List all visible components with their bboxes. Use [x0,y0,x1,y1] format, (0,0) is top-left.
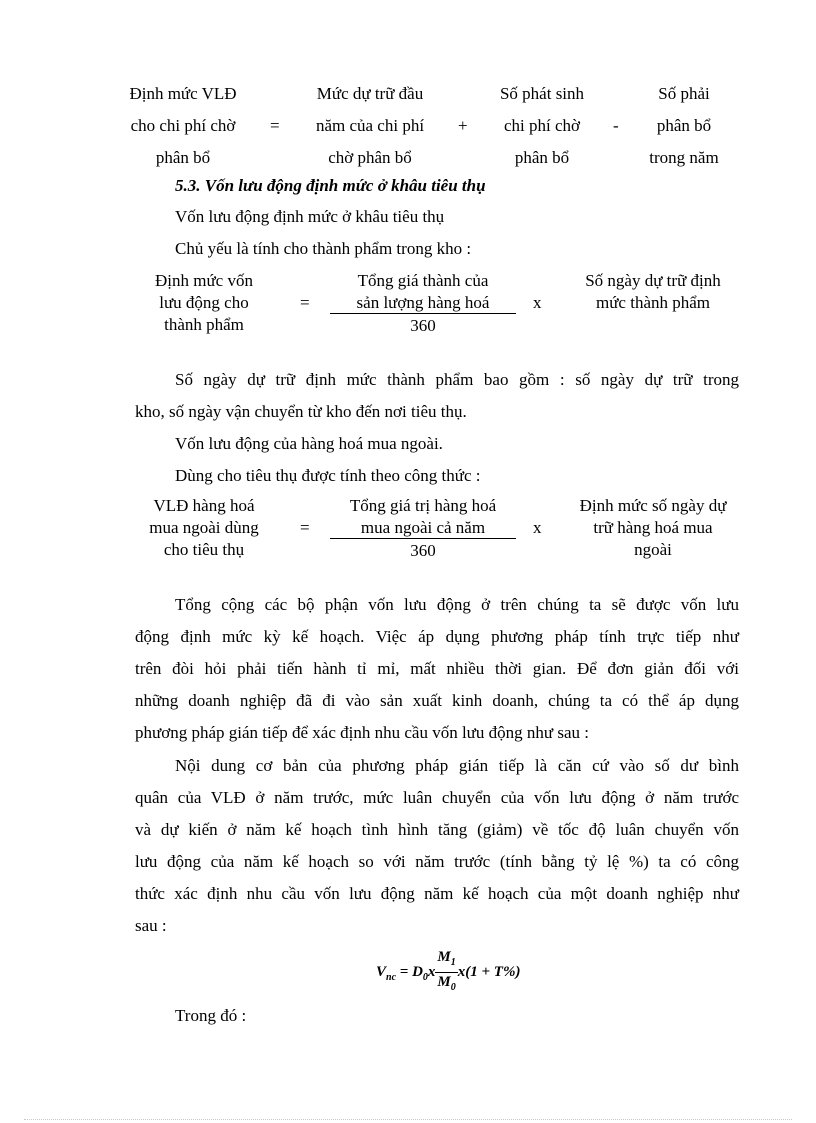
formula2-equals: = [300,293,310,312]
paragraph-line: Tổng cộng các bộ phận vốn lưu động ở trên chúng ta sẽ được vốn lưu [175,595,739,614]
formula1-minus: - [613,116,619,135]
formula4-eq-d: = D [396,963,423,980]
closing-text: Trong đó : [175,1006,247,1025]
formula1-col4-line: phân bổ [656,116,712,135]
formula2-num-line: sản lượng hàng hoá [356,293,490,312]
paragraph-line: những doanh nghiệp đã đi vào sản xuất kinh doanh, chúng ta có thể áp dụng [135,691,739,710]
formula3-left-line: cho tiêu thụ [163,540,245,559]
formula4-tail: x(1 + T%) [457,963,521,980]
formula3-times: x [533,518,542,537]
formula2-denominator: 360 [410,316,436,335]
formula2-left-line: lưu động cho [159,293,249,312]
formula1-col2-line: chờ phân bổ [328,148,412,167]
formula1-col2 [296,78,444,174]
formula2-fraction-bar [330,313,516,314]
formula4-num-sub: 1 [450,957,456,968]
formula1-col1-line: cho chi phí chờ [130,116,236,135]
page-bottom-divider [24,1119,792,1120]
formula2-numerator [330,270,516,314]
formula4-lhs-sub: nc [386,971,397,983]
formula1-plus: + [458,116,468,135]
formula3-right-line: trữ hàng hoá mua [593,518,713,537]
formula3-num-line: Tổng giá trị hàng hoá [349,496,497,515]
formula1-col3-line: Số phát sinh [499,84,585,103]
formula2-left-line: thành phẩm [164,315,244,334]
text-line: Vốn lưu động của hàng hoá mua ngoài. [175,434,443,453]
formula3-denominator: 360 [410,541,436,560]
formula3-left-line: VLĐ hàng hoá [153,496,255,515]
text-line: Chủ yếu là tính cho thành phẩm trong kho : [175,239,472,258]
formula4-d-sub: 0 [422,971,428,983]
paragraph-line: phương pháp gián tiếp để xác định nhu cầu vốn lưu động như sau : [135,723,589,742]
formula2-left [134,270,274,336]
paragraph-line: và dự kiến ở năm kế hoạch tình hình tăng (giảm) về tốc độ luân chuyển vốn [135,820,739,839]
formula1-col3-line: phân bổ [514,148,570,167]
formula1-col1-line: phân bổ [155,148,211,167]
formula3-equals: = [300,518,310,537]
formula1-col4-line: Số phải [658,84,710,103]
formula4-den-sub: 0 [450,982,456,993]
formula4-denominator [435,973,457,997]
formula3-left [134,495,274,561]
formula1-col2-line: Mức dự trữ đầu [316,84,424,103]
paragraph-line: động định mức kỳ kế hoạch. Việc áp dụng phương pháp tính trực tiếp như [135,627,739,646]
formula3-numerator [330,495,516,539]
formula3-fraction-bar [330,538,516,539]
formula1-col1-line: Định mức VLĐ [129,84,237,103]
formula2-right-line: Số ngày dự trữ định [585,271,721,290]
formula4-den-m: M [437,974,451,990]
formula4-num-m: M [437,949,451,965]
formula2-left-line: Định mức vốn [155,271,253,290]
formula2-right-line: mức thành phẩm [595,293,711,312]
paragraph-line: trên đòi hỏi phải tiến hành tỉ mỉ, mất nhiều thời gian. Để đơn giản đối với [135,659,739,678]
formula4-times: x [427,963,436,980]
formula3-num-line: mua ngoài cả năm [360,518,486,537]
formula1-col1 [108,78,258,174]
text-line: Vốn lưu động định mức ở khâu tiêu thụ [175,207,445,226]
formula4-fraction [435,948,457,997]
formula2-right [568,270,738,314]
formula3-right-line: ngoài [634,540,672,559]
paragraph-line: Số ngày dự trữ định mức thành phẩm bao gồm : số ngày dự trữ trong [175,370,739,389]
section-heading: 5.3. Vốn lưu động định mức ở khâu tiêu thụ [175,176,486,195]
formula1-col2-line: năm của chi phí [315,116,425,135]
formula1-col4-line: trong năm [649,148,719,167]
formula1-col4 [630,78,738,174]
paragraph-line: lưu động của năm kế hoạch so với năm trước (tính bằng tỷ lệ %) ta có công [135,852,739,871]
formula1-equals: = [270,116,280,135]
paragraph-line: kho, số ngày vận chuyển từ kho đến nơi tiêu thụ. [135,402,467,421]
formula4-lhs: V [376,963,387,980]
paragraph-line: Nội dung cơ bản của phương pháp gián tiếp là căn cứ vào số dư bình [175,756,739,775]
text-line: Dùng cho tiêu thụ được tính theo công thức : [175,466,481,485]
paragraph-line: sau : [135,916,167,935]
formula-vnc [376,948,520,997]
formula4-numerator [435,948,457,973]
formula2-num-line: Tổng giá thành của [357,271,489,290]
paragraph-line: quân của VLĐ ở năm trước, mức luân chuyển của vốn lưu động ở năm trước [135,788,739,807]
formula2-times: x [533,293,542,312]
formula3-right-line: Định mức số ngày dự [579,496,727,515]
formula1-col3-line: chi phí chờ [503,116,581,135]
formula3-left-line: mua ngoài dùng [149,518,259,537]
formula3-right [562,495,744,561]
paragraph-line: thức xác định nhu cầu vốn lưu động năm kế hoạch của một doanh nghiệp như [135,884,739,903]
formula1-col3 [480,78,604,174]
